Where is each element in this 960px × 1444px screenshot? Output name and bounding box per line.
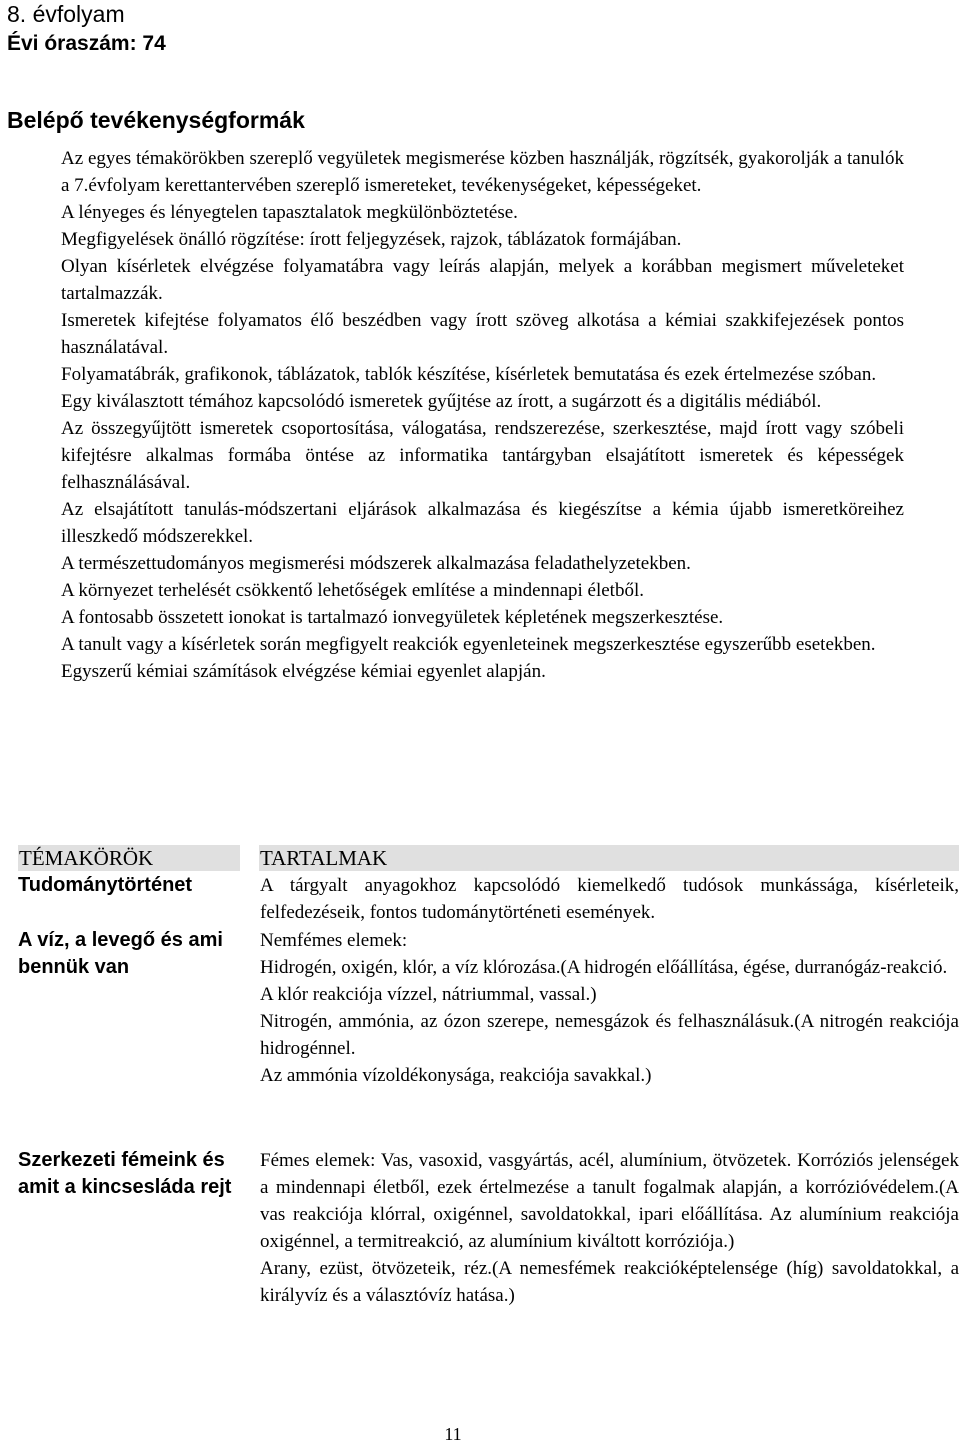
content-paragraph: A tárgyalt anyagokhoz kapcsolódó kiemelkedő tudósok munkássága, kísérleteik, felfedezéseik, fontos tudománytörténeti események.: [260, 875, 959, 923]
intro-paragraph: Az egyes témakörökben szereplő vegyületek megismerése közben használják, rögzítsék, gyakorolják a tanulók a 7.évfolyam kerettantervében szereplő ismereteket, tevékenységeket, képességeket.: [61, 148, 904, 196]
intro-paragraph: Olyan kísérletek elvégzése folyamatábra vagy leírás alapján, melyek a korábban megismert műveleteket tartalmazzák.: [61, 256, 904, 304]
intro-paragraph: Megfigyelések önálló rögzítése: írott feljegyzések, rajzok, táblázatok formájában.: [61, 229, 682, 250]
content-structural-metals: [260, 1147, 959, 1309]
content-history-of-science: [260, 872, 959, 926]
table-header-content: [259, 845, 959, 871]
intro-paragraph: A lényeges és lényegtelen tapasztalatok megkülönböztetése.: [61, 202, 518, 223]
annual-hours: Évi óraszám: 74: [7, 32, 166, 55]
content-paragraph: Fémes elemek: Vas, vasoxid, vasgyártás, acél, alumínium, ötvözetek. Korróziós jelenségek a mindennapi életből, ezek értelmezése a tanult fogalmak alapján, a korrózióvédelem.(A vas reakciója klórral, oxigénnel, savoldatokkal, ipari előállítása. Az alumínium reakciója oxigénnel, a termitreakció, az alumínium kiváltott korróziója.): [260, 1150, 959, 1252]
content-paragraph: Az ammónia vízoldékonysága, reakciója savakkal.): [260, 1065, 652, 1086]
content-paragraph: A klór reakciója vízzel, nátriummal, vassal.): [260, 984, 597, 1005]
intro-paragraph: A tanult vagy a kísérletek során megfigyelt reakciók egyenleteinek megszerkesztése egyszerűbb esetekben.: [61, 634, 876, 655]
table-header-topics-label: TÉMAKÖRÖK: [19, 846, 154, 870]
intro-text: [61, 145, 904, 685]
intro-paragraph: Egyszerű kémiai számítások elvégzése kémiai egyenlet alapján.: [61, 661, 546, 682]
topic-structural-metals: Szerkezeti fémeink és amit a kincsesláda rejt: [18, 1149, 232, 1198]
content-paragraph: Arany, ezüst, ötvözeteik, réz.(A nemesfémek reakcióképtelensége (híg) savoldatokkal, a királyvíz és a választóvíz hatása.): [260, 1258, 959, 1306]
content-paragraph: Nemfémes elemek:: [260, 930, 408, 951]
intro-paragraph: Egy kiválasztott témához kapcsolódó ismeretek gyűjtése az írott, a sugárzott és a digitális médiából.: [61, 391, 822, 412]
intro-paragraph: A környezet terhelését csökkentő lehetőségek említése a mindennapi életből.: [61, 580, 644, 601]
intro-paragraph: Az összegyűjtött ismeretek csoportosítása, válogatása, rendszerezése, szerkesztése, majd írott vagy szóbeli kifejtésre alkalmas formába öntése az informatika tantárgyban elsajátított ismeretek és képességek felhasználásával.: [61, 418, 904, 493]
intro-paragraph: Az elsajátított tanulás-módszertani eljárások alkalmazása és kiegészítse a kémia újabb ismeretköreihez illeszkedő módszerekkel.: [61, 499, 904, 547]
content-paragraph: Nitrogén, ammónia, az ózon szerepe, nemesgázok és felhasználásuk.(A nitrogén reakciója hidrogénnel.: [260, 1011, 959, 1059]
grade-heading: 8. évfolyam: [7, 1, 125, 27]
table-header-content-label: TARTALMAK: [260, 846, 388, 870]
content-paragraph: Hidrogén, oxigén, klór, a víz klórozása.(A hidrogén előállítása, égése, durranógáz-reakció.: [260, 957, 948, 978]
topic-water-air: A víz, a levegő és ami bennük van: [18, 929, 223, 978]
intro-paragraph: Ismeretek kifejtése folyamatos élő beszédben vagy írott szöveg alkotása a kémiai szakkifejezések pontos használatával.: [61, 310, 904, 358]
page-number: 11: [444, 1424, 462, 1444]
table-header-topics: [18, 845, 240, 871]
intro-paragraph: A fontosabb összetett ionokat is tartalmazó ionvegyületek képletének megszerkesztése.: [61, 607, 724, 628]
topic-history-of-science: Tudománytörténet: [18, 874, 193, 896]
content-water-air: [260, 927, 959, 1089]
intro-paragraph: A természettudományos megismerési módszerek alkalmazása feladathelyzetekben.: [61, 553, 691, 574]
intro-paragraph: Folyamatábrák, grafikonok, táblázatok, tablók készítése, kísérletek bemutatása és ezek értelmezése szóban.: [61, 364, 877, 385]
section-title: Belépő tevékenységformák: [7, 107, 305, 133]
